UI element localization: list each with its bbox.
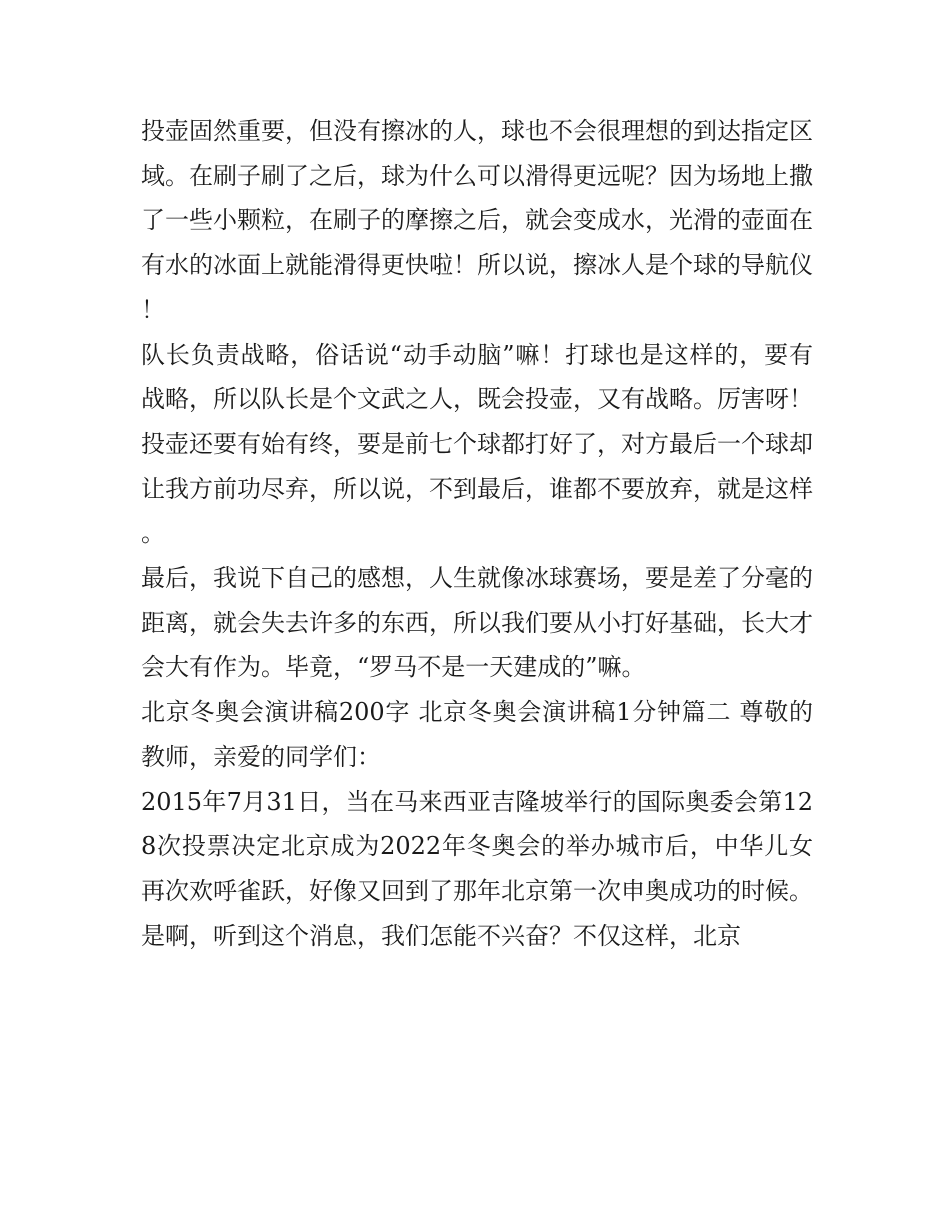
paragraph-team-captain: 队长负责战略，俗话说“动手动脑”嘛！打球也是这样的，要有战略，所以队长是个文武之人，既会投壶，又有战略。厉害呀！ xyxy=(141,340,813,414)
document-body xyxy=(141,109,813,958)
paragraph-curling-sweepers: 投壶固然重要，但没有擦冰的人，球也不会很理想的到达指定区域。在刷子刷了之后，球为什么可以滑得更远呢？因为场地上撒了一些小颗粒，在刷子的摩擦之后，就会变成水，光滑的壶面在有水的冰面上就能滑得更快啦！所以说，擦冰人是个球的导航仪！ xyxy=(141,117,813,324)
paragraph-speech-heading: 北京冬奥会演讲稿200字 北京冬奥会演讲稿1分钟篇二 尊敬的教师，亲爱的同学们： xyxy=(141,698,813,771)
paragraph-beijing-bid: 2015年7月31日，当在马来西亚吉隆坡举行的国际奥委会第128次投票决定北京成为2022年冬奥会的举办城市后，中华儿女再次欢呼雀跃，好像又回到了那年北京第一次申奥成功的时候。是啊，听到这个消息，我们怎能不兴奋？不仅这样，北京 xyxy=(141,787,813,950)
paragraph-personal-reflection: 最后，我说下自己的感想，人生就像冰球赛场，要是差了分毫的距离，就会失去许多的东西，所以我们要从小打好基础，长大才会大有作为。毕竟，“罗马不是一天建成的”嘛。 xyxy=(141,564,813,682)
paragraph-never-give-up: 投壶还要有始有终，要是前七个球都打好了，对方最后一个球却让我方前功尽弃，所以说，不到最后，谁都不要放弃，就是这样。 xyxy=(141,429,813,548)
